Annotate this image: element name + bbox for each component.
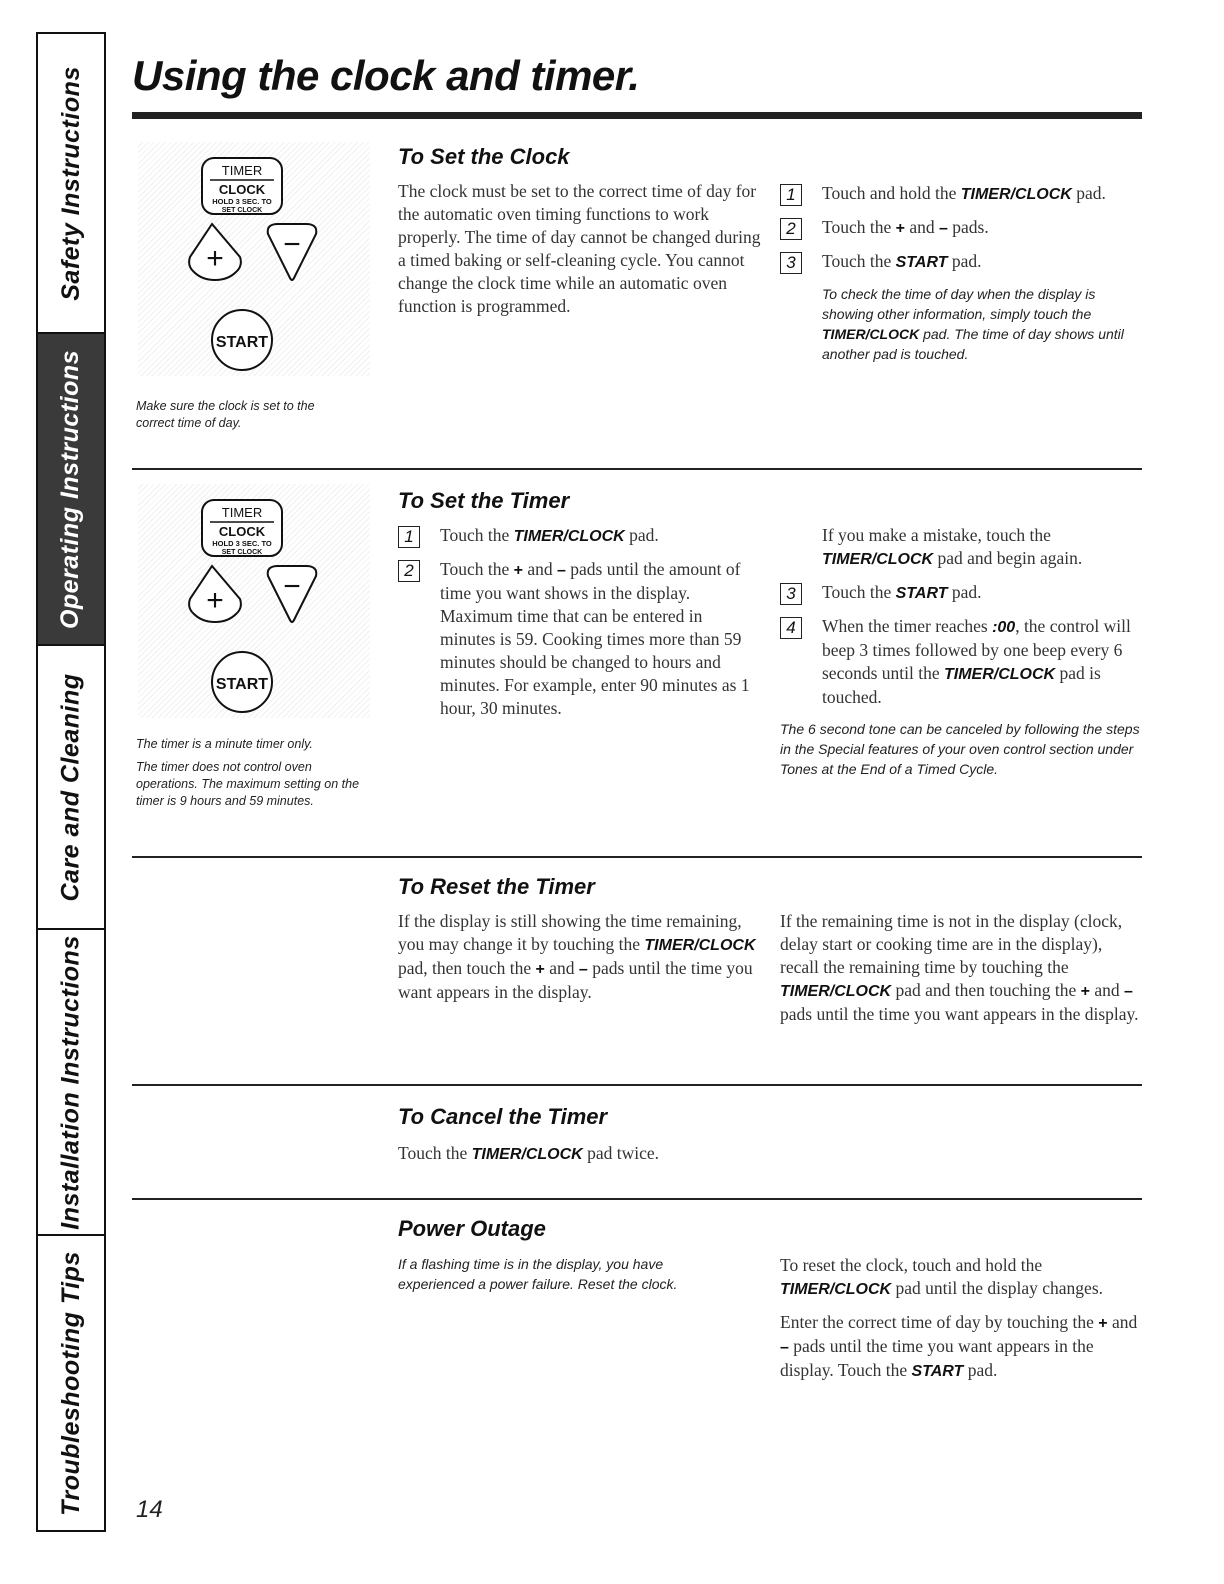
clock-step-1: 1 Touch and hold the TIMER/CLOCK pad. <box>780 182 1140 206</box>
power-outage-p2: Enter the correct time of day by touching the + and – pads until the time you want appears in the display. Touch the START pad. <box>780 1312 1138 1380</box>
set-clock-intro: The clock must be set to the correct time of day for the automatic oven timing functions to work properly. The time of day cannot be changed during a timed baking or self-cleaning cycle. You cannot change the clock time while an automatic oven function is programmed. <box>398 181 761 316</box>
section-divider <box>132 1084 1142 1086</box>
clock-pad-label: CLOCK <box>218 182 266 197</box>
tab-care-and-cleaning[interactable]: Care and Cleaning <box>38 646 104 930</box>
plus-pad-label: + <box>206 584 224 617</box>
timer-mistake-text: If you make a mistake, touch the TIMER/CLOCK pad and begin again. <box>822 525 1083 568</box>
timer-pad-label: TIMER <box>221 163 263 178</box>
set-clock-label: SET CLOCK <box>221 207 263 214</box>
power-outage-p1: To reset the clock, touch and hold the TIMER/CLOCK pad until the display changes. <box>780 1255 1104 1298</box>
section-divider <box>132 1198 1142 1200</box>
cancel-timer-text: Touch the TIMER/CLOCK pad twice. <box>398 1143 660 1163</box>
cancel-timer-heading: To Cancel the Timer <box>398 1104 608 1129</box>
tab-troubleshooting-tips[interactable]: Troubleshooting Tips <box>56 1250 85 1516</box>
reset-timer-right-text: If the remaining time is not in the display (clock, delay start or cooking time are in the display), recall the remaining time by touching the TIMER/CLOCK pad and then touching the + and – pads until the time you want appears in the display. <box>780 911 1139 1024</box>
page-number: 14 <box>136 1496 163 1523</box>
set-clock-steps <box>780 182 1140 364</box>
clock-step-3: 3 Touch the START pad. <box>780 250 1140 274</box>
tab-operating-instructions[interactable]: Operating Instructions <box>38 334 104 646</box>
timer-step-2: 2 Touch the + and – pads until the amount of time you want shows in the display. Maximum time that can be entered in minutes is 59. Cooking times more than 59 minutes should be changed to hours and minutes. For example, enter 90 minutes as 1 hour, 30 minutes. <box>398 558 762 720</box>
plus-pad-label: + <box>206 242 224 275</box>
reset-timer-left-text: If the display is still showing the time remaining, you may change it by touching the TIMER/CLOCK pad, then touch the + and – pads until the time you want appears in the display. <box>398 911 756 1002</box>
section-tab-sidebar <box>36 32 106 1532</box>
set-timer-steps-left <box>398 524 762 730</box>
minus-pad-label: − <box>283 570 301 603</box>
tab-safety-instructions[interactable]: Safety Instructions <box>38 34 104 334</box>
start-pad-label: START <box>215 334 269 351</box>
timer-step-4: 4 When the timer reaches :00, the control will beep 3 times followed by one beep every 6 seconds until the TIMER/CLOCK pad is touched. <box>780 615 1142 709</box>
timer-step-3: 3 Touch the START pad. <box>780 581 1142 605</box>
timer-step-1: 1 Touch the TIMER/CLOCK pad. <box>398 524 762 548</box>
set-timer-steps-right <box>780 524 1142 779</box>
set-clock-heading: To Set the Clock <box>398 144 570 169</box>
control-panel-illustration <box>138 142 370 376</box>
timer-caption-2: The timer does not control oven operations. The maximum setting on the timer is 9 hours and 59 minutes. <box>136 760 360 808</box>
power-outage-heading: Power Outage <box>398 1216 546 1241</box>
start-pad-label: START <box>215 676 269 693</box>
hold-label: HOLD 3 SEC. TO <box>212 197 272 206</box>
reset-timer-heading: To Reset the Timer <box>398 874 595 899</box>
title-rule <box>132 112 1142 119</box>
timer-tone-note: The 6 second tone can be canceled by following the steps in the Special features of your oven control section under Tones at the End of a Timed Cycle. <box>780 721 1140 777</box>
page-title: Using the clock and timer. <box>132 52 640 99</box>
clock-step-2: 2 Touch the + and – pads. <box>780 216 1140 240</box>
section-divider <box>132 468 1142 470</box>
clock-note: To check the time of day when the display is showing other information, simply touch the TIMER/CLOCK pad. The time of day shows until another pad is touched. <box>822 286 1124 362</box>
minus-pad-label: − <box>283 228 301 261</box>
clock-pad-label: CLOCK <box>218 524 266 539</box>
hold-label: HOLD 3 SEC. TO <box>212 539 272 548</box>
power-outage-note: If a flashing time is in the display, you have experienced a power failure. Reset the clock. <box>398 1256 678 1292</box>
timer-pad-label: TIMER <box>221 505 263 520</box>
power-outage-text <box>780 1254 1142 1383</box>
clock-caption: Make sure the clock is set to the correct time of day. <box>136 399 315 430</box>
set-clock-label: SET CLOCK <box>221 549 263 556</box>
timer-caption-1: The timer is a minute timer only. <box>136 737 313 751</box>
timer-captions <box>136 736 376 810</box>
set-timer-heading: To Set the Timer <box>398 488 570 513</box>
section-divider <box>132 856 1142 858</box>
control-panel-illustration <box>138 484 370 718</box>
tab-installation-instructions[interactable]: Installation Instructions <box>38 930 104 1236</box>
